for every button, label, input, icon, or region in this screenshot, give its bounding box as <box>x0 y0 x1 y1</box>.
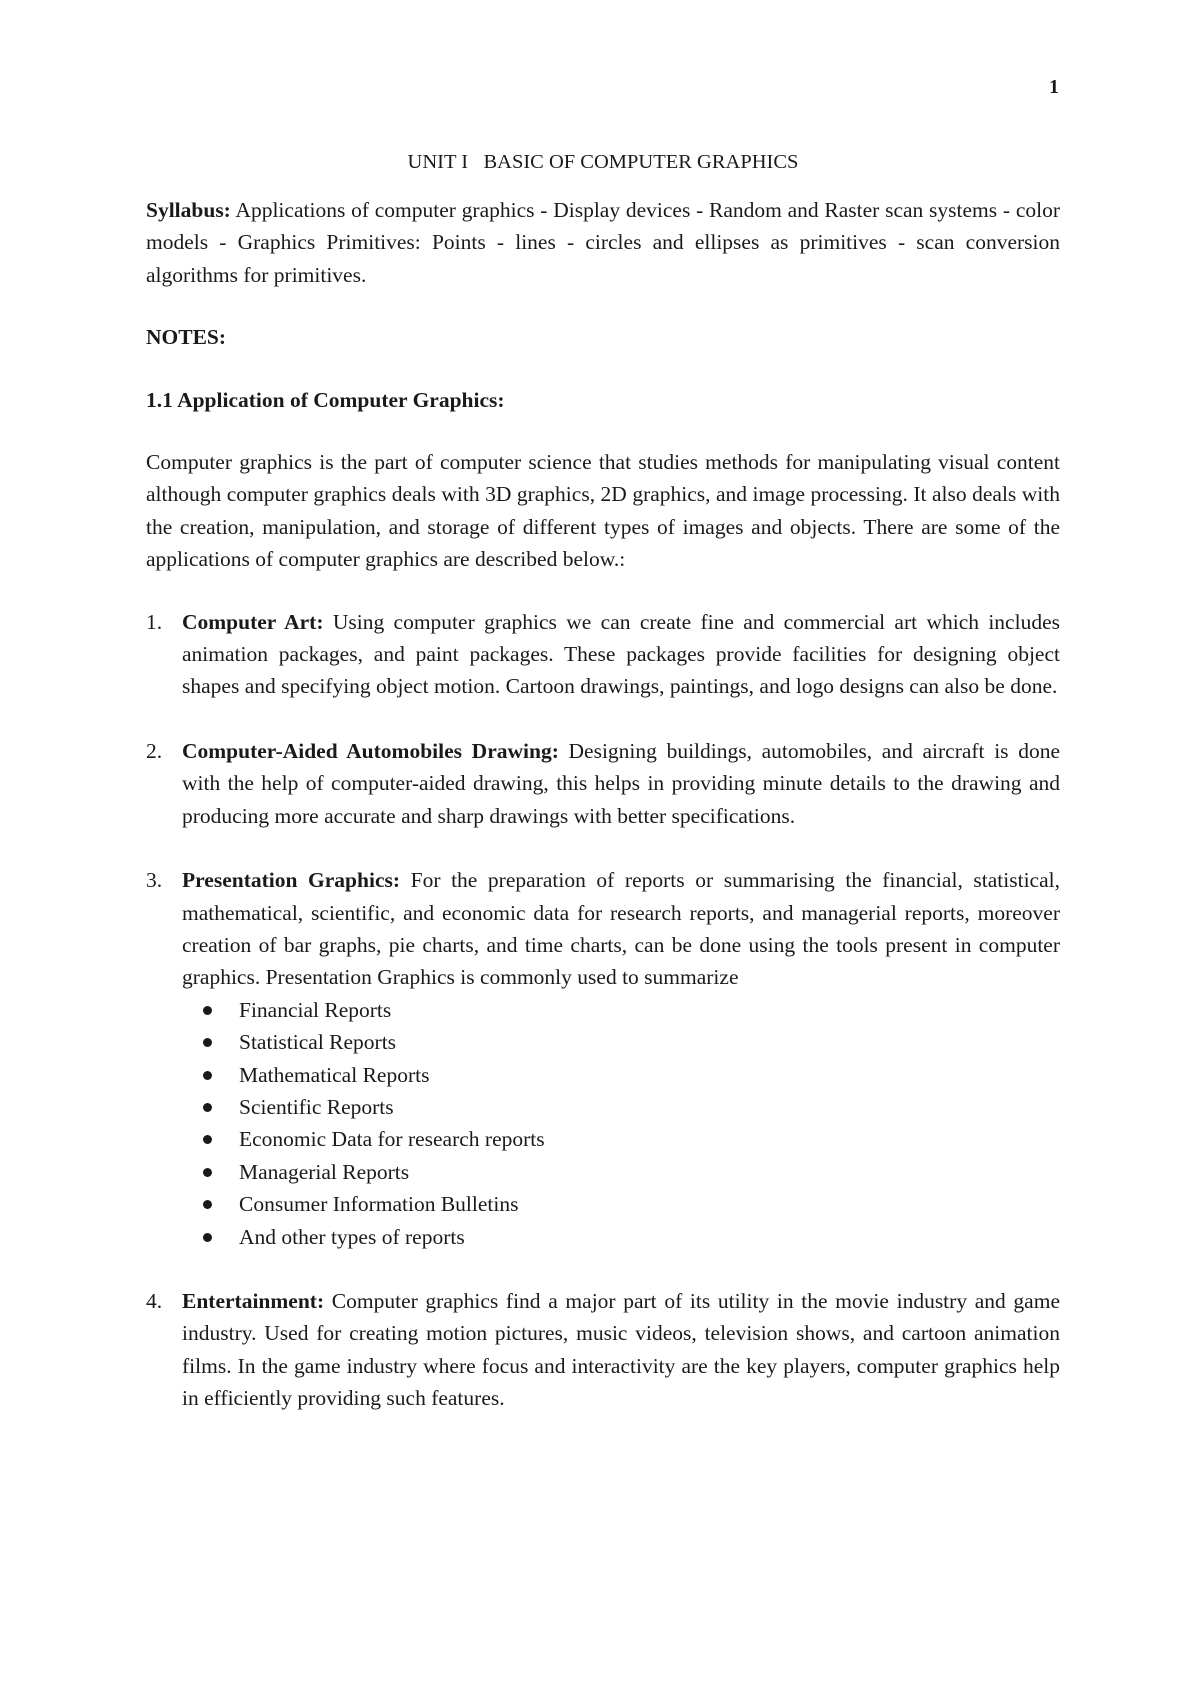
item-term: Entertainment: <box>182 1288 325 1313</box>
bullet-text: Economic Data for research reports <box>239 1127 545 1152</box>
item-number: 4. <box>146 1288 163 1313</box>
bullet-text: Statistical Reports <box>239 1030 397 1055</box>
application-item-presentation-graphics <box>146 864 1060 1253</box>
syllabus-text: Applications of computer graphics - Display devices - Random and Raster scan systems - color models - Graphics Primitives: Points - lines - circles and ellipses as primitives - scan conversion algorithms for primitives. <box>146 198 1060 287</box>
bullet-icon <box>203 1135 212 1144</box>
applications-list <box>146 606 1060 1415</box>
application-item-computer-art <box>146 606 1060 703</box>
bullet-icon <box>203 1233 212 1242</box>
item-number: 3. <box>146 868 163 893</box>
bullet-text: Financial Reports <box>239 997 392 1022</box>
section-heading: 1.1 Application of Computer Graphics: <box>146 387 505 412</box>
bullet-text: Mathematical Reports <box>239 1062 430 1087</box>
bullet-item <box>182 1188 1060 1220</box>
bullet-item <box>182 1221 1060 1253</box>
syllabus-paragraph <box>146 194 1060 291</box>
application-item-entertainment <box>146 1285 1060 1415</box>
bullet-text: Managerial Reports <box>239 1159 410 1184</box>
intro-paragraph: Computer graphics is the part of computer science that studies methods for manipulating visual content although computer graphics deals with 3D graphics, 2D graphics, and image processing. It also deals with the creation, manipulation, and storage of different types of images and objects. There are some of the applications of computer graphics are described below.: <box>146 450 1060 572</box>
bullet-icon <box>203 1168 212 1177</box>
bullet-text: And other types of reports <box>239 1224 465 1249</box>
notes-heading: NOTES: <box>146 325 227 350</box>
bullet-icon <box>203 1006 212 1015</box>
item-number: 2. <box>146 738 163 763</box>
page-content <box>146 146 1060 1447</box>
item-text: Using computer graphics we can create fine and commercial art which includes animation packages, and paint packages. These packages provide facilities for designing object shapes and specifying object motion. Cartoon drawings, paintings, and logo designs can also be done. <box>182 609 1060 699</box>
item-text: Computer graphics find a major part of its utility in the movie industry and game industry. Used for creating motion pictures, music videos, television shows, and cartoon animation films. In the game industry where focus and interactivity are the key players, computer graphics help in efficiently providing such features. <box>182 1288 1060 1411</box>
item-text: Designing buildings, automobiles, and aircraft is done with the help of computer-aided drawing, this helps in providing minute details to the drawing and producing more accurate and sharp drawings with better specifications. <box>182 738 1060 828</box>
bullet-item <box>182 994 1060 1026</box>
bullet-icon <box>203 1071 212 1080</box>
bullet-icon <box>203 1103 212 1112</box>
bullet-text: Consumer Information Bulletins <box>239 1192 519 1217</box>
bullet-text: Scientific Reports <box>239 1094 394 1119</box>
unit-title <box>146 146 1060 178</box>
item-number: 1. <box>146 609 163 634</box>
item-term: Presentation Graphics: <box>182 868 401 893</box>
item-term: Computer Art: <box>182 609 324 634</box>
application-item-cad-drawing <box>146 735 1060 832</box>
item-text: For the preparation of reports or summarising the financial, statistical, mathematical, scientific, and economic data for research reports, and managerial reports, moreover creation of bar graphs, pie charts, and time charts, can be done using the tools present in computer graphics. Presentation Graphics is commonly used to summarize <box>182 868 1060 990</box>
bullet-icon <box>203 1038 212 1047</box>
syllabus-label: Syllabus: <box>146 198 231 222</box>
page-number: 1 <box>1049 76 1059 98</box>
report-types-list <box>182 994 1060 1253</box>
unit-title-text: UNIT I BASIC OF COMPUTER GRAPHICS <box>407 151 799 173</box>
bullet-icon <box>203 1200 212 1209</box>
bullet-item <box>182 1156 1060 1188</box>
item-term: Computer-Aided Automobiles Drawing: <box>182 738 559 763</box>
bullet-item <box>182 1091 1060 1123</box>
bullet-item <box>182 1123 1060 1155</box>
bullet-item <box>182 1059 1060 1091</box>
bullet-item <box>182 1026 1060 1058</box>
